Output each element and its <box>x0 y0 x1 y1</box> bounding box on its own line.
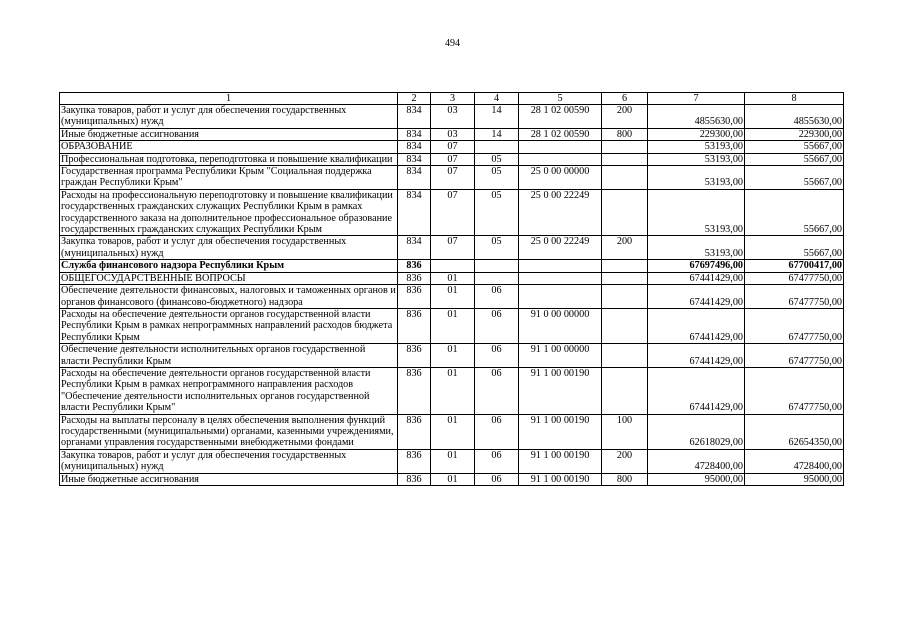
row-amount-year-1: 53193,00 <box>648 153 745 165</box>
row-expense-type <box>602 166 648 190</box>
row-description: Обеспечение деятельности исполнительных органов государственной власти Республики Крым <box>60 344 398 368</box>
row-target-article: 91 1 00 00190 <box>519 414 602 449</box>
row-expense-type: 800 <box>602 473 648 485</box>
row-ministry-code: 836 <box>398 308 431 343</box>
table-row <box>60 105 844 129</box>
row-target-article: 28 1 02 00590 <box>519 105 602 129</box>
row-description: ОБРАЗОВАНИЕ <box>60 141 398 153</box>
row-target-article: 91 0 00 00000 <box>519 308 602 343</box>
row-description: Закупка товаров, работ и услуг для обеспечения государственных (муниципальных) нужд <box>60 236 398 260</box>
row-amount-year-2: 95000,00 <box>745 473 844 485</box>
table-row <box>60 141 844 153</box>
row-expense-type <box>602 260 648 272</box>
row-amount-year-2: 62654350,00 <box>745 414 844 449</box>
row-subsection-code: 06 <box>475 367 519 414</box>
row-description: Закупка товаров, работ и услуг для обеспечения государственных (муниципальных) нужд <box>60 105 398 129</box>
row-subsection-code: 05 <box>475 166 519 190</box>
row-expense-type: 800 <box>602 128 648 140</box>
table-row <box>60 260 844 272</box>
row-target-article <box>519 272 602 284</box>
row-amount-year-1: 67441429,00 <box>648 272 745 284</box>
row-subsection-code: 06 <box>475 414 519 449</box>
row-amount-year-2: 55667,00 <box>745 166 844 190</box>
row-expense-type <box>602 189 648 236</box>
row-section-code: 03 <box>431 128 475 140</box>
header-cell: 5 <box>519 93 602 105</box>
row-amount-year-2: 67477750,00 <box>745 344 844 368</box>
table-row <box>60 344 844 368</box>
row-ministry-code: 834 <box>398 189 431 236</box>
row-subsection-code: 05 <box>475 153 519 165</box>
row-subsection-code: 06 <box>475 344 519 368</box>
row-description: Закупка товаров, работ и услуг для обеспечения государственных (муниципальных) нужд <box>60 449 398 473</box>
table-row <box>60 272 844 284</box>
row-section-code: 01 <box>431 285 475 309</box>
row-section-code: 01 <box>431 308 475 343</box>
row-amount-year-1: 53193,00 <box>648 141 745 153</box>
row-section-code: 01 <box>431 344 475 368</box>
row-ministry-code: 836 <box>398 449 431 473</box>
row-section-code: 07 <box>431 236 475 260</box>
row-amount-year-1: 67441429,00 <box>648 285 745 309</box>
row-expense-type <box>602 308 648 343</box>
row-amount-year-1: 67697496,00 <box>648 260 745 272</box>
row-expense-type <box>602 285 648 309</box>
row-ministry-code: 834 <box>398 128 431 140</box>
row-ministry-code: 836 <box>398 260 431 272</box>
row-ministry-code: 836 <box>398 272 431 284</box>
row-subsection-code: 06 <box>475 285 519 309</box>
row-subsection-code: 06 <box>475 473 519 485</box>
table-row <box>60 285 844 309</box>
row-description: Профессиональная подготовка, переподготовка и повышение квалификации <box>60 153 398 165</box>
row-subsection-code: 05 <box>475 189 519 236</box>
row-amount-year-1: 229300,00 <box>648 128 745 140</box>
row-expense-type: 200 <box>602 236 648 260</box>
row-description: Расходы на обеспечение деятельности органов государственной власти Республики Крым в рамках непрограммного направления расходов "Обеспечение деятельности исполнительных органов государственной власти Республики Крым" <box>60 367 398 414</box>
row-amount-year-1: 67441429,00 <box>648 344 745 368</box>
row-subsection-code: 14 <box>475 128 519 140</box>
row-target-article: 91 1 00 00000 <box>519 344 602 368</box>
row-expense-type: 200 <box>602 105 648 129</box>
row-amount-year-1: 53193,00 <box>648 236 745 260</box>
row-subsection-code <box>475 272 519 284</box>
row-description: Расходы на выплаты персоналу в целях обеспечения выполнения функций государственными (муниципальными) органами, казенными учреждениями, органами управления государственными внебюджетными фондами <box>60 414 398 449</box>
row-section-code: 07 <box>431 166 475 190</box>
table-row <box>60 308 844 343</box>
row-subsection-code: 06 <box>475 449 519 473</box>
header-row <box>60 93 844 105</box>
row-target-article: 91 1 00 00190 <box>519 367 602 414</box>
row-amount-year-1: 4728400,00 <box>648 449 745 473</box>
table-row <box>60 189 844 236</box>
row-amount-year-2: 4728400,00 <box>745 449 844 473</box>
row-expense-type <box>602 141 648 153</box>
row-description: Иные бюджетные ассигнования <box>60 473 398 485</box>
row-section-code: 01 <box>431 414 475 449</box>
row-description: Государственная программа Республики Крым "Социальная поддержка граждан Республики Крым" <box>60 166 398 190</box>
row-amount-year-1: 62618029,00 <box>648 414 745 449</box>
row-target-article <box>519 285 602 309</box>
row-description: Иные бюджетные ассигнования <box>60 128 398 140</box>
row-subsection-code: 06 <box>475 308 519 343</box>
table-row <box>60 414 844 449</box>
row-description: Расходы на обеспечение деятельности органов государственной власти Республики Крым в рамках непрограммных направлений расходов бюджета Республики Крым <box>60 308 398 343</box>
row-amount-year-2: 4855630,00 <box>745 105 844 129</box>
page-number: 494 <box>445 38 460 49</box>
row-expense-type <box>602 272 648 284</box>
table-row <box>60 449 844 473</box>
row-target-article: 28 1 02 00590 <box>519 128 602 140</box>
row-description: Обеспечение деятельности финансовых, налоговых и таможенных органов и органов финансового (финансово-бюджетного) надзора <box>61 285 396 308</box>
row-ministry-code: 834 <box>398 105 431 129</box>
row-section-code: 01 <box>431 473 475 485</box>
row-amount-year-2: 55667,00 <box>745 141 844 153</box>
row-expense-type <box>602 344 648 368</box>
row-ministry-code: 836 <box>398 344 431 368</box>
row-expense-type <box>602 367 648 414</box>
row-ministry-code: 834 <box>398 141 431 153</box>
row-target-article: 91 1 00 00190 <box>519 473 602 485</box>
row-subsection-code <box>475 260 519 272</box>
row-target-article: 25 0 00 00000 <box>519 166 602 190</box>
row-section-code: 01 <box>431 449 475 473</box>
row-amount-year-2: 67477750,00 <box>745 272 844 284</box>
row-section-code: 07 <box>431 153 475 165</box>
row-description: ОБЩЕГОСУДАРСТВЕННЫЕ ВОПРОСЫ <box>60 272 398 284</box>
table-row <box>60 153 844 165</box>
row-ministry-code: 834 <box>398 166 431 190</box>
row-section-code: 07 <box>431 189 475 236</box>
header-cell: 6 <box>602 93 648 105</box>
row-section-code: 01 <box>431 367 475 414</box>
row-amount-year-2: 55667,00 <box>745 189 844 236</box>
header-cell: 2 <box>398 93 431 105</box>
row-target-article: 91 1 00 00190 <box>519 449 602 473</box>
row-section-code: 07 <box>431 141 475 153</box>
table-row <box>60 166 844 190</box>
row-section-code: 03 <box>431 105 475 129</box>
row-subsection-code: 05 <box>475 236 519 260</box>
row-amount-year-2: 67477750,00 <box>745 285 844 309</box>
row-amount-year-2: 55667,00 <box>745 153 844 165</box>
table-row <box>60 367 844 414</box>
header-cell: 1 <box>60 93 398 105</box>
row-ministry-code: 836 <box>398 414 431 449</box>
budget-table-body <box>60 93 844 486</box>
row-amount-year-2: 67477750,00 <box>745 367 844 414</box>
table-row <box>60 473 844 485</box>
row-ministry-code: 836 <box>398 367 431 414</box>
row-subsection-code: 14 <box>475 105 519 129</box>
row-amount-year-1: 95000,00 <box>648 473 745 485</box>
row-target-article <box>519 153 602 165</box>
row-amount-year-1: 67441429,00 <box>648 308 745 343</box>
header-cell: 3 <box>431 93 475 105</box>
row-amount-year-2: 67700417,00 <box>745 260 844 272</box>
row-expense-type: 200 <box>602 449 648 473</box>
row-target-article: 25 0 00 22249 <box>519 236 602 260</box>
row-amount-year-2: 67477750,00 <box>745 308 844 343</box>
row-amount-year-1: 67441429,00 <box>648 367 745 414</box>
row-description: Служба финансового надзора Республики Крым <box>60 260 398 272</box>
table-row <box>60 236 844 260</box>
row-amount-year-2: 55667,00 <box>745 236 844 260</box>
row-target-article <box>519 260 602 272</box>
row-expense-type: 100 <box>602 414 648 449</box>
row-amount-year-1: 4855630,00 <box>648 105 745 129</box>
row-amount-year-2: 229300,00 <box>745 128 844 140</box>
row-target-article: 25 0 00 22249 <box>519 189 602 236</box>
row-expense-type <box>602 153 648 165</box>
row-target-article <box>519 141 602 153</box>
row-description: Расходы на профессиональную переподготовку и повышение квалификации государственных гражданских служащих Республики Крым в рамках государственного заказа на дополнительное профессиональное образование государственных гражданских служащих Республики Крым <box>60 189 398 236</box>
table-row <box>60 128 844 140</box>
row-amount-year-1: 53193,00 <box>648 189 745 236</box>
row-ministry-code: 836 <box>398 473 431 485</box>
row-subsection-code <box>475 141 519 153</box>
budget-table <box>59 92 844 486</box>
header-cell: 7 <box>648 93 745 105</box>
row-amount-year-1: 53193,00 <box>648 166 745 190</box>
row-section-code <box>431 260 475 272</box>
row-ministry-code: 834 <box>398 153 431 165</box>
row-ministry-code: 834 <box>398 236 431 260</box>
header-cell: 8 <box>745 93 844 105</box>
row-ministry-code: 836 <box>398 285 431 309</box>
row-section-code: 01 <box>431 272 475 284</box>
header-cell: 4 <box>475 93 519 105</box>
